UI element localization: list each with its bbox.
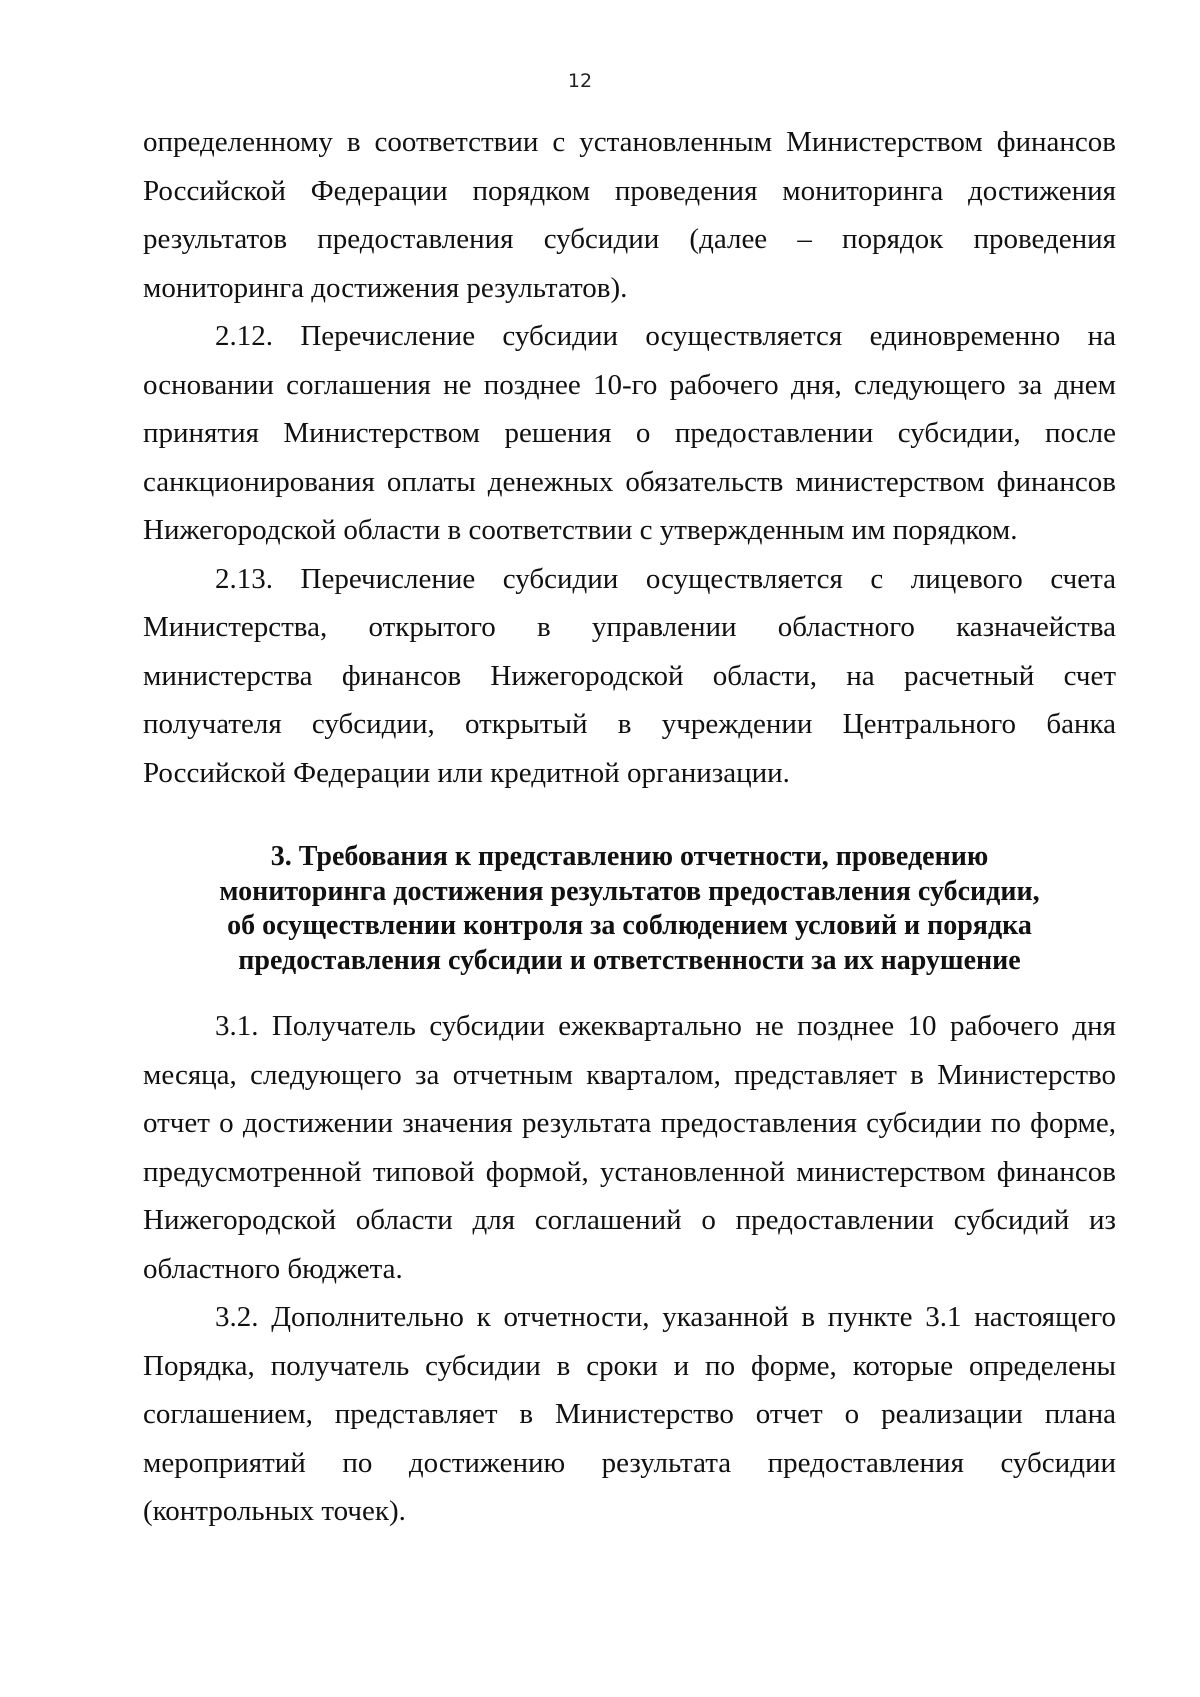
section-heading (143, 840, 1116, 978)
paragraph-3-1: 3.1. Получатель субсидии ежеквартально не позднее 10 рабочего дня месяца, следующего за отчетным кварталом, представляет в Министерство отчет о достижении значения результата предоставления субсидии по форме, предусмотренной типовой формой, установленной министерством финансов Нижегородской области для соглашений о предоставлении субсидий из областного бюджета. (143, 1010, 1116, 1285)
text-block-top (143, 118, 1116, 797)
section-heading-line-1: 3. Требования к представлению отчетности, проведению (270, 841, 989, 872)
section-heading-line-3: об осуществлении контроля за соблюдением условий и порядка (227, 910, 1032, 941)
paragraph-2-13: 2.13. Перечисление субсидии осуществляется с лицевого счета Министерства, открытого в управлении областного казначейства министерства финансов Нижегородской области, на расчетный счет получателя субсидии, открытый в учреждении Центрального банка Российской Федерации или кредитной организации. (143, 562, 1116, 789)
section-heading-line-2: мониторинга достижения результатов предоставления субсидии, (219, 875, 1040, 907)
paragraph-3-2: 3.2. Дополнительно к отчетности, указанной в пункте 3.1 настоящего Порядка, получатель субсидии в сроки и по форме, которые определены соглашением, представляет в Министерство отчет о реализации плана мероприятий по достижению результата предоставления субсидии (контрольных точек). (143, 1301, 1116, 1527)
page-number: 12 (567, 70, 593, 92)
text-block-bottom (143, 1002, 1116, 1536)
paragraph-continuation: определенному в соответствии с установленным Министерством финансов Российской Федерации порядком проведения мониторинга достижения результатов предоставления субсидии (далее – порядок проведения мониторинга достижения результатов). (143, 126, 1116, 304)
paragraph-2-12: 2.12. Перечисление субсидии осуществляется единовременно на основании соглашения не позднее 10-го рабочего дня, следующего за днем принятия Министерством решения о предоставлении субсидии, после санкционирования оплаты денежных обязательств министерством финансов Нижегородской области в соответствии с утвержденным им порядком. (143, 320, 1116, 546)
section-heading-line-4: предоставления субсидии и ответственности за их нарушение (238, 944, 1021, 976)
